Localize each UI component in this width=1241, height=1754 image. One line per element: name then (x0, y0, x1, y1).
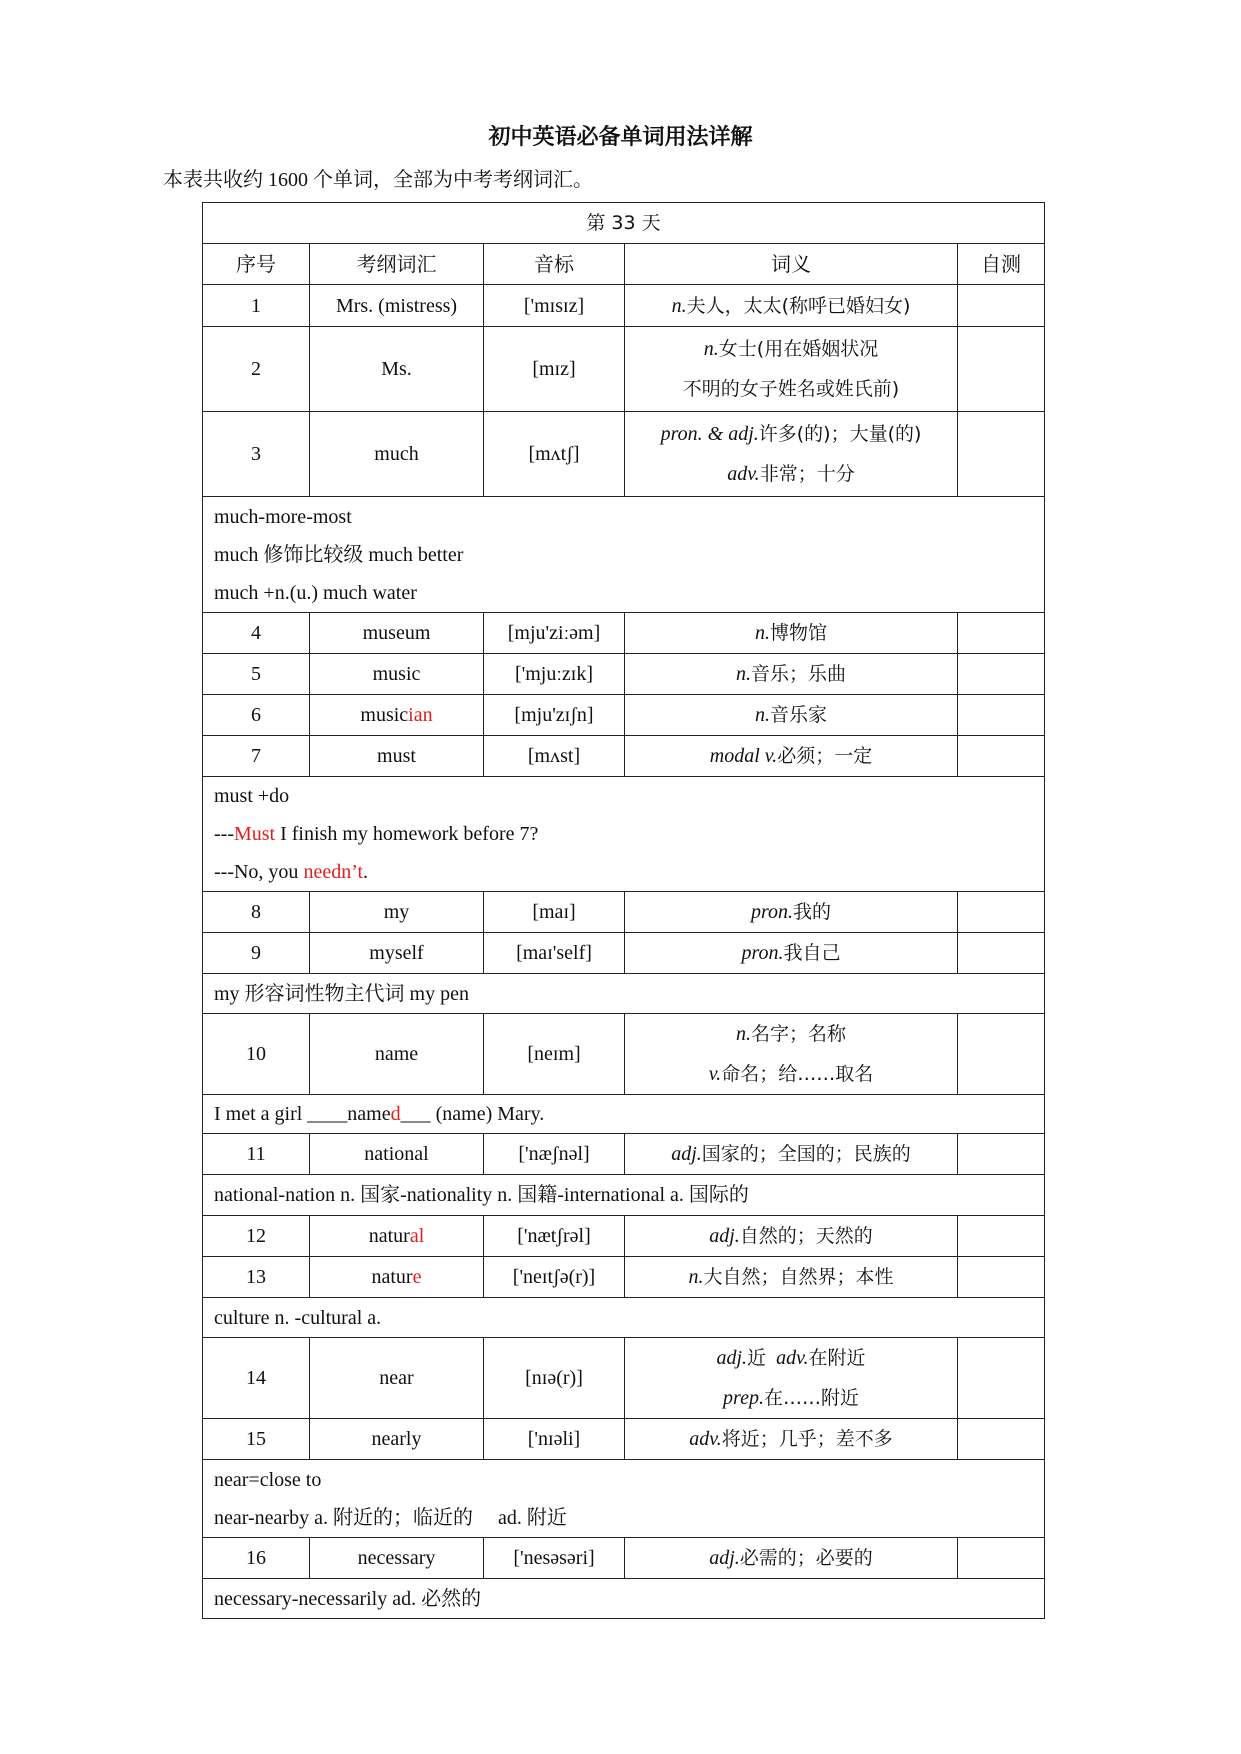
note-row (203, 777, 1045, 892)
selftest-cell (958, 1014, 1045, 1095)
word-entry: Ms. (310, 327, 484, 412)
note-row (203, 497, 1045, 613)
selftest-cell (958, 327, 1045, 412)
word-no: 6 (203, 695, 310, 736)
table-row (203, 1338, 1045, 1419)
selftest-cell (958, 933, 1045, 974)
word-no: 15 (203, 1419, 310, 1460)
vocab-table (202, 202, 1045, 1619)
table-row (203, 412, 1045, 497)
table-row (203, 1538, 1045, 1579)
word-entry: must (310, 736, 484, 777)
word-entry: myself (310, 933, 484, 974)
usage-note: must +do ---Must I finish my homework before 7? ---No, you needn’t. (203, 777, 1045, 892)
header-no: 序号 (203, 244, 310, 285)
day-label: 第 33 天 (203, 203, 1045, 244)
word-meaning: modal v.必须；一定 (625, 736, 958, 777)
table-row (203, 327, 1045, 412)
word-entry: music (310, 654, 484, 695)
word-meaning: n.大自然；自然界；本性 (625, 1257, 958, 1298)
usage-note: I met a girl ____named___ (name) Mary. (203, 1095, 1045, 1134)
word-ipa: [mʌtʃ] (484, 412, 625, 497)
word-entry: much (310, 412, 484, 497)
word-entry: Mrs. (mistress) (310, 285, 484, 327)
word-entry: necessary (310, 1538, 484, 1579)
note-row (203, 1579, 1045, 1619)
selftest-cell (958, 285, 1045, 327)
word-ipa: ['nesəsəri] (484, 1538, 625, 1579)
table-row (203, 1257, 1045, 1298)
word-no: 9 (203, 933, 310, 974)
usage-note: necessary-necessarily ad. 必然的 (203, 1579, 1045, 1619)
table-row (203, 613, 1045, 654)
word-ipa: ['mɪsɪz] (484, 285, 625, 327)
word-meaning: pron. & adj.许多(的)；大量(的) adv.非常；十分 (625, 412, 958, 497)
word-meaning: n.女士(用在婚姻状况 不明的女子姓名或姓氏前) (625, 327, 958, 412)
selftest-cell (958, 736, 1045, 777)
table-row (203, 1419, 1045, 1460)
selftest-cell (958, 412, 1045, 497)
word-no: 5 (203, 654, 310, 695)
word-no: 1 (203, 285, 310, 327)
day-row (203, 203, 1045, 244)
word-ipa: [mɪz] (484, 327, 625, 412)
usage-note: national-nation n. 国家-nationality n. 国籍-international a. 国际的 (203, 1175, 1045, 1216)
selftest-cell (958, 654, 1045, 695)
word-entry: national (310, 1134, 484, 1175)
word-entry: musician (310, 695, 484, 736)
word-meaning: adj.国家的；全国的；民族的 (625, 1134, 958, 1175)
word-ipa: [mʌst] (484, 736, 625, 777)
usage-note: much-more-most much 修饰比较级 much better much +n.(u.) much water (203, 497, 1045, 613)
note-row (203, 1095, 1045, 1134)
word-no: 13 (203, 1257, 310, 1298)
note-row (203, 1175, 1045, 1216)
word-no: 11 (203, 1134, 310, 1175)
table-row (203, 1134, 1045, 1175)
selftest-cell (958, 1134, 1045, 1175)
header-selftest: 自测 (958, 244, 1045, 285)
word-ipa: [nɪə(r)] (484, 1338, 625, 1419)
note-row (203, 1298, 1045, 1338)
word-no: 2 (203, 327, 310, 412)
word-no: 10 (203, 1014, 310, 1095)
usage-note: culture n. -cultural a. (203, 1298, 1045, 1338)
word-meaning: pron.我的 (625, 892, 958, 933)
word-meaning: adj.自然的；天然的 (625, 1216, 958, 1257)
table-row (203, 695, 1045, 736)
word-no: 12 (203, 1216, 310, 1257)
table-row (203, 736, 1045, 777)
word-meaning: n.夫人，太太(称呼已婚妇女) (625, 285, 958, 327)
selftest-cell (958, 695, 1045, 736)
word-no: 16 (203, 1538, 310, 1579)
note-row (203, 1460, 1045, 1538)
word-ipa: [neɪm] (484, 1014, 625, 1095)
word-ipa: [mju'ziːəm] (484, 613, 625, 654)
word-ipa: ['neɪtʃə(r)] (484, 1257, 625, 1298)
word-entry: natural (310, 1216, 484, 1257)
word-ipa: ['nætʃrəl] (484, 1216, 625, 1257)
word-meaning: n.音乐家 (625, 695, 958, 736)
word-entry: my (310, 892, 484, 933)
word-meaning: adv.将近；几乎；差不多 (625, 1419, 958, 1460)
word-meaning: pron.我自己 (625, 933, 958, 974)
selftest-cell (958, 613, 1045, 654)
header-row (203, 244, 1045, 285)
word-no: 8 (203, 892, 310, 933)
word-no: 7 (203, 736, 310, 777)
word-ipa: ['nɪəli] (484, 1419, 625, 1460)
word-no: 3 (203, 412, 310, 497)
word-entry: name (310, 1014, 484, 1095)
usage-note: near=close to near-nearby a. 附近的；临近的 ad. 附近 (203, 1460, 1045, 1538)
document-title: 初中英语必备单词用法详解 (488, 125, 753, 150)
word-meaning: n.名字；名称 v.命名；给……取名 (625, 1014, 958, 1095)
word-ipa: ['mjuːzɪk] (484, 654, 625, 695)
table-row (203, 285, 1045, 327)
word-entry: museum (310, 613, 484, 654)
table-row (203, 1216, 1045, 1257)
word-meaning: n.音乐；乐曲 (625, 654, 958, 695)
word-meaning: adj.必需的；必要的 (625, 1538, 958, 1579)
usage-note: my 形容词性物主代词 my pen (203, 974, 1045, 1014)
note-row (203, 974, 1045, 1014)
word-ipa: ['næʃnəl] (484, 1134, 625, 1175)
word-no: 14 (203, 1338, 310, 1419)
word-ipa: [maɪ'self] (484, 933, 625, 974)
selftest-cell (958, 892, 1045, 933)
selftest-cell (958, 1257, 1045, 1298)
word-no: 4 (203, 613, 310, 654)
word-meaning: adj.近 adv.在附近 prep.在……附近 (625, 1338, 958, 1419)
header-ipa: 音标 (484, 244, 625, 285)
header-meaning: 词义 (625, 244, 958, 285)
word-entry: nature (310, 1257, 484, 1298)
word-meaning: n.博物馆 (625, 613, 958, 654)
selftest-cell (958, 1538, 1045, 1579)
selftest-cell (958, 1419, 1045, 1460)
word-entry: near (310, 1338, 484, 1419)
selftest-cell (958, 1216, 1045, 1257)
selftest-cell (958, 1338, 1045, 1419)
header-word: 考纲词汇 (310, 244, 484, 285)
intro-text: 本表共收约 1600 个单词，全部为中考考纲词汇。 (163, 169, 593, 191)
word-ipa: [mju'zɪʃn] (484, 695, 625, 736)
table-row (203, 654, 1045, 695)
table-row (203, 892, 1045, 933)
table-row (203, 1014, 1045, 1095)
word-ipa: [maɪ] (484, 892, 625, 933)
word-entry: nearly (310, 1419, 484, 1460)
table-row (203, 933, 1045, 974)
